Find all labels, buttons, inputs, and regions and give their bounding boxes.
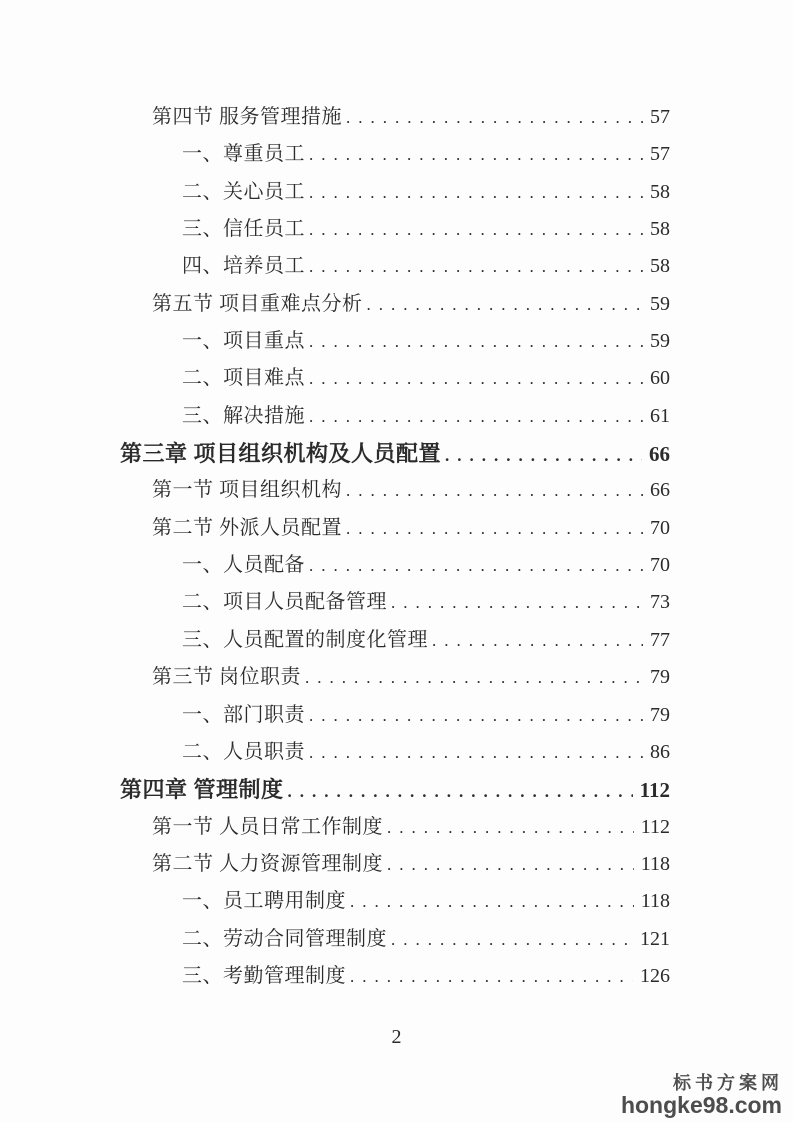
toc-entry-label: 第一节 人员日常工作制度 (152, 815, 383, 838)
toc-dot-leader (391, 584, 643, 621)
toc-entry (120, 809, 670, 846)
toc-entry-page: 86 (650, 740, 670, 763)
watermark-site-name: 标书方案网 (673, 1072, 783, 1093)
toc-entry-label: 四、培养员工 (182, 255, 305, 278)
toc-entry-page: 77 (650, 628, 670, 651)
toc-entry-page: 58 (650, 180, 670, 203)
toc-entry (120, 136, 670, 173)
toc-entry (120, 360, 670, 397)
toc-dot-leader (305, 659, 643, 696)
toc-entry-page: 112 (639, 778, 670, 803)
toc-entry (120, 248, 670, 285)
toc-dot-leader (432, 622, 643, 659)
page-number: 2 (391, 1026, 402, 1048)
toc-entry-label: 三、人员配置的制度化管理 (182, 628, 428, 651)
watermark-site-url: hongke98.com (620, 1091, 782, 1118)
toc-entry-page: 70 (650, 516, 670, 539)
toc-entry (120, 398, 670, 435)
toc-entry-label: 三、考勤管理制度 (182, 964, 346, 987)
toc-entry-page: 121 (640, 927, 670, 950)
toc-entry (120, 734, 670, 771)
toc-dot-leader (346, 99, 643, 136)
toc-entry (120, 211, 670, 248)
toc-entry-page: 70 (650, 554, 670, 577)
toc-entry (120, 659, 670, 696)
toc-entry (120, 921, 670, 958)
toc-entry-page: 73 (650, 591, 670, 614)
toc-dot-leader (350, 883, 634, 920)
toc-dot-leader (367, 286, 644, 323)
toc-entry (120, 771, 670, 808)
toc-dot-leader (391, 921, 633, 958)
toc-entry-label: 二、项目人员配备管理 (182, 591, 387, 614)
toc-dot-leader (309, 323, 643, 360)
toc-entry-page: 58 (650, 255, 670, 278)
toc-entry (120, 584, 670, 621)
toc-entry-page: 79 (650, 703, 670, 726)
toc-dot-leader (309, 734, 643, 771)
toc-entry-label: 三、信任员工 (182, 218, 305, 241)
toc-entry (120, 697, 670, 734)
toc-dot-leader (387, 809, 634, 846)
toc-entry-label: 第五节 项目重难点分析 (152, 292, 363, 315)
toc-entry-label: 二、劳动合同管理制度 (182, 927, 387, 950)
toc-entry-page: 79 (650, 666, 670, 689)
toc-entry-label: 三、解决措施 (182, 404, 305, 427)
toc-entry (120, 472, 670, 509)
toc-dot-leader (309, 248, 643, 285)
toc-entry-label: 二、项目难点 (182, 367, 305, 390)
toc-entry (120, 99, 670, 136)
toc-entry-label: 二、关心员工 (182, 180, 305, 203)
toc-entry-page: 61 (650, 404, 670, 427)
toc-entry-page: 57 (650, 143, 670, 166)
toc-entry-page: 118 (640, 852, 670, 875)
toc-dot-leader (288, 773, 633, 810)
toc-dot-leader (346, 510, 643, 547)
toc-dot-leader (309, 211, 643, 248)
toc-entry-label: 一、人员配备 (182, 554, 305, 577)
toc-entry-label: 第三节 岗位职责 (152, 666, 301, 689)
toc-dot-leader (350, 958, 633, 995)
toc-entry-label: 一、尊重员工 (182, 143, 305, 166)
toc-entry-label: 第三章 项目组织机构及人员配置 (120, 441, 442, 467)
toc-entry-label: 一、项目重点 (182, 330, 305, 353)
toc-entry (120, 622, 670, 659)
toc-entry-page: 66 (650, 479, 670, 502)
toc-entry-label: 二、人员职责 (182, 740, 305, 763)
toc-dot-leader (387, 846, 634, 883)
toc-entry (120, 323, 670, 360)
toc-entry (120, 435, 670, 472)
toc-entry-label: 一、员工聘用制度 (182, 890, 346, 913)
toc-entry (120, 846, 670, 883)
toc-dot-leader (309, 547, 643, 584)
toc-dot-leader (309, 697, 643, 734)
toc-entry-label: 一、部门职责 (182, 703, 305, 726)
toc-dot-leader (309, 360, 643, 397)
toc-entry-page: 58 (650, 218, 670, 241)
toc-entry-label: 第一节 项目组织机构 (152, 479, 342, 502)
toc-entry (120, 958, 670, 995)
toc-entry-label: 第二节 外派人员配置 (152, 516, 342, 539)
toc-entry-page: 60 (650, 367, 670, 390)
toc-entry (120, 510, 670, 547)
toc-entry-page: 59 (650, 292, 670, 315)
table-of-contents (120, 99, 670, 995)
toc-entry (120, 174, 670, 211)
toc-dot-leader (309, 136, 643, 173)
toc-entry-page: 57 (650, 106, 670, 128)
toc-entry (120, 883, 670, 920)
toc-entry-page: 112 (640, 815, 670, 838)
toc-dot-leader (309, 398, 643, 435)
toc-entry-label: 第四章 管理制度 (120, 777, 284, 803)
toc-entry-label: 第二节 人力资源管理制度 (152, 852, 383, 875)
toc-entry-label: 第四节 服务管理措施 (152, 106, 342, 128)
toc-entry-page: 118 (640, 890, 670, 913)
toc-dot-leader (346, 472, 643, 509)
toc-entry (120, 547, 670, 584)
toc-entry-page: 59 (650, 330, 670, 353)
toc-entry (120, 286, 670, 323)
toc-dot-leader (309, 174, 643, 211)
toc-entry-page: 126 (640, 964, 670, 987)
watermark (621, 1074, 782, 1117)
toc-dot-leader (445, 437, 642, 474)
toc-entry-page: 66 (649, 442, 670, 467)
